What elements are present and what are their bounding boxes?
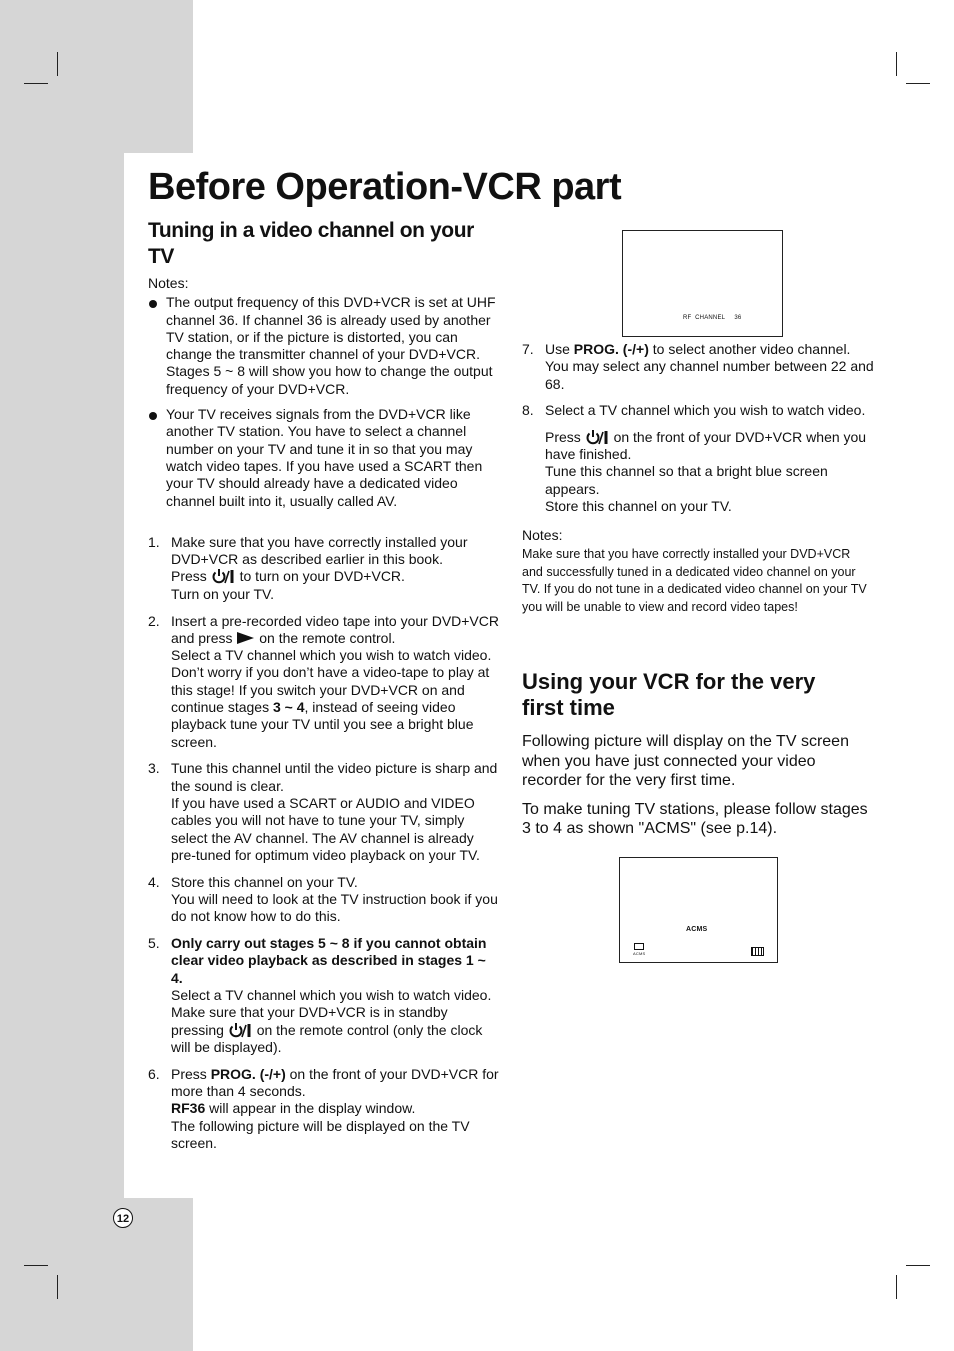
- tv-screen-acms: [619, 857, 778, 963]
- play-icon: [237, 632, 254, 644]
- acms-text: ACMS: [686, 926, 708, 933]
- power-icon: [585, 430, 610, 444]
- section-heading-tuning: Tuning in a video channel on your TV: [148, 219, 474, 268]
- section-heading-first-time: Using your VCR for the very first time: [522, 669, 816, 720]
- notes-text-2: Make sure that you have correctly installed your DVD+VCR and successfully tuned in a dedicated video channel on your TV. If you do not tune in a dedicated video channel on your TV you will be unable to view and record video tapes!: [522, 547, 867, 614]
- first-time-paragraph-2: To make tuning TV stations, please follow stages 3 to 4 as shown "ACMS" (see p.14).: [522, 800, 868, 837]
- bullet-item: The output frequency of this DVD+VCR is set at UHF channel 36. If channel 36 is already used by another TV station, or if the picture is distorted, you can change the transmitter channel of your DVD+VCR. Stages 5 ~ 8 will show you how to change the output frequency of your DVD+VCR.: [148, 294, 500, 398]
- antenna-icon: [634, 943, 644, 950]
- notes-label-2: Notes:: [522, 527, 563, 544]
- step-1: 1. Make sure that you have correctly installed your DVD+VCR as described earlier in this book. Press to turn on your DVD+VCR. Turn on your TV.: [148, 533, 468, 602]
- notes-label: Notes:: [148, 275, 189, 291]
- page-title: Before Operation-VCR part: [148, 166, 622, 208]
- crop-mark: [906, 83, 930, 84]
- rf-channel-text: RF CHANNEL 36: [683, 315, 742, 321]
- steps-list: [148, 534, 500, 1152]
- step-3: 3. Tune this channel until the video picture is sharp and the sound is clear. If you have used a SCART or AUDIO and VIDEO cables you will not have to tune your TV, simply select the AV channel. The AV channel is already pre-tuned for optimum video playback on your TV.: [148, 760, 498, 863]
- page-number: 12: [113, 1208, 133, 1228]
- step-5: 5. Only carry out stages 5 ~ 8 if you cannot obtain clear video playback as described in stages 1 ~ 4. Select a TV channel which you wish to watch video. Make sure that your DVD+VCR is in standby pressing on the remote control (only the clock will be displayed).: [148, 935, 492, 1055]
- right-column-steps: [522, 341, 874, 616]
- steps-list-continued: [522, 341, 874, 515]
- tv-screen-rf-channel: [622, 230, 783, 337]
- step-2: 2. Insert a pre-recorded video tape into your DVD+VCR and press on the remote control. Select a TV channel which you wish to watch video. Don’t worry if you don’t have a video-tape to play at this stage! If you switch your DVD+VCR on and continue stages 3 ~ 4, instead of seeing video playback tune your TV until you see a bright blue screen.: [148, 612, 499, 750]
- bullet-item: Your TV receives signals from the DVD+VCR like another TV station. You have to select a channel number on your TV and tune it in so that you may watch video tapes. If you have used a SCART then your TV should already have a dedicated video channel built into it, usually called AV.: [148, 406, 500, 510]
- step-7: 7. Use PROG. (-/+) to select another video channel. You may select any channel number between 22 and 68.: [522, 341, 874, 392]
- acms-corner-label: ACMS: [633, 951, 646, 956]
- crop-mark: [57, 1275, 58, 1299]
- crop-mark: [24, 1265, 48, 1266]
- step-6: 6. Press PROG. (-/+) on the front of your DVD+VCR for more than 4 seconds. RF36 will appear in the display window. The following picture will be displayed on the TV screen.: [148, 1065, 499, 1151]
- step-4: 4. Store this channel on your TV. You will need to look at the TV instruction book if you do not know how to do this.: [148, 873, 498, 925]
- step-8: 8. Select a TV channel which you wish to watch video. Press on the front of your DVD+VCR when you have finished. Tune this channel so that a bright blue screen appears. Store this channel on your TV.: [522, 402, 867, 514]
- crop-mark: [24, 83, 48, 84]
- crop-mark: [57, 52, 58, 76]
- crop-mark: [896, 1275, 897, 1299]
- right-column-first-time: [522, 732, 874, 848]
- first-time-paragraph-1: Following picture will display on the TV screen when you have just connected your video recorder for the very first time.: [522, 733, 849, 789]
- crop-mark: [906, 1265, 930, 1266]
- tape-icon: [751, 947, 764, 956]
- power-icon: [211, 569, 236, 583]
- crop-mark: [896, 52, 897, 76]
- notes-bullet-list: [148, 294, 500, 510]
- left-column: [148, 275, 500, 1162]
- power-icon: [228, 1023, 253, 1037]
